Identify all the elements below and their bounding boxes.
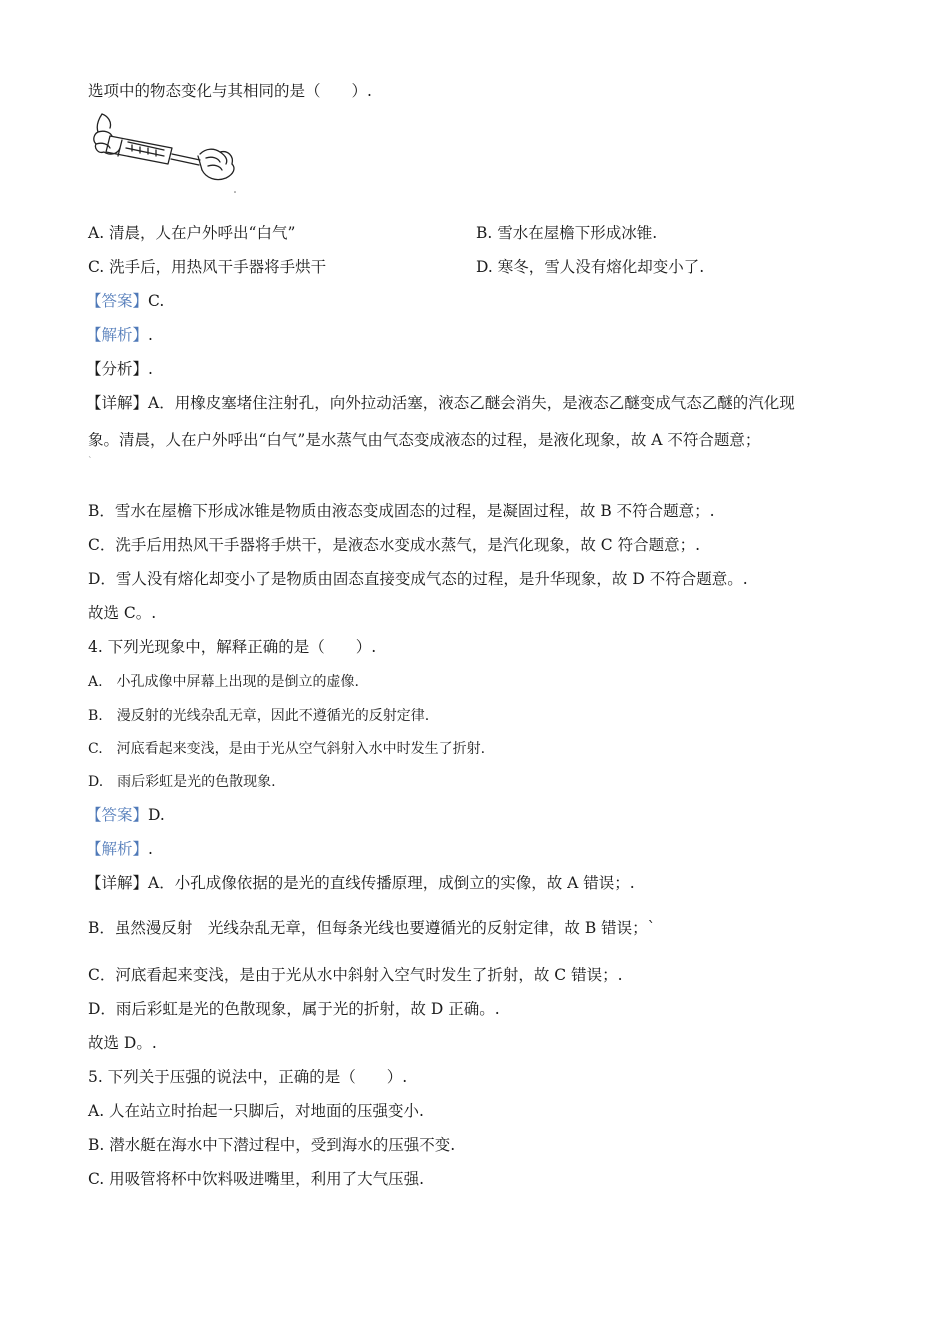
- q3-fenxi: 【分析】.: [86, 360, 153, 378]
- detail-text: A．用橡皮塞堵住注射孔，向外拉动活塞，液态乙醚会消失，是液态乙醚变成气态乙醚的汽化现: [148, 394, 795, 412]
- q3-detail-d: D．雪人没有熔化却变小了是物质由固态直接变成气态的过程，是升华现象，故 D 不符合题意。.: [88, 570, 748, 588]
- q3-option-a: A. 清晨，人在户外呼出“白气”: [88, 224, 296, 242]
- q4-option-a: A. 小孔成像中屏幕上出现的是倒立的虚像.: [88, 674, 360, 690]
- q4-analysis: [86, 839, 153, 859]
- q3-answer: [86, 291, 164, 311]
- q4-option-d: D. 雨后彩虹是光的色散现象.: [88, 774, 276, 790]
- detail-label: 【详解】: [86, 394, 149, 412]
- q3-option-c: C. 洗手后，用热风干手器将手烘干: [88, 258, 327, 276]
- q4-answer: [86, 805, 165, 825]
- q3-detail-c: C．洗手后用热风干手器将手烘干，是液态水变成水蒸气，是汽化现象，故 C 符合题意；.: [88, 536, 701, 554]
- stray-mark: `: [88, 457, 93, 467]
- q4-option-c: C. 河底看起来变浅，是由于光从空气斜射入水中时发生了折射.: [88, 741, 486, 757]
- answer-value: C.: [148, 292, 165, 310]
- detail-label: 【详解】: [86, 874, 149, 892]
- analysis-label: 【解析】: [86, 840, 149, 858]
- analysis-tail: .: [148, 840, 153, 858]
- q4-detail-d: D．雨后彩虹是光的色散现象，属于光的折射，故 D 正确。.: [88, 1000, 500, 1018]
- q3-detail-2: 象。清晨，人在户外呼出“白气”是水蒸气由气态变成液态的过程，是液化现象，故 A 不符合题意；: [88, 431, 761, 449]
- q5-option-a: A. 人在站立时抬起一只脚后，对地面的压强变小.: [88, 1102, 424, 1120]
- q4-option-b: B. 漫反射的光线杂乱无章，因此不遵循光的反射定律.: [88, 708, 430, 724]
- analysis-tail: .: [148, 326, 153, 344]
- q4-stem: 4. 下列光现象中，解释正确的是（ ）.: [88, 638, 377, 656]
- q5-option-b: B. 潜水艇在海水中下潜过程中，受到海水的压强不变.: [88, 1136, 456, 1154]
- answer-label: 【答案】: [86, 806, 149, 824]
- q3-detail-1: [86, 393, 795, 413]
- q4-detail-c: C．河底看起来变浅，是由于光从水中斜射入空气时发生了折射，故 C 错误；.: [88, 966, 623, 984]
- analysis-label: 【解析】: [86, 326, 149, 344]
- q3-detail-b: B．雪水在屋檐下形成冰锥是物质由液态变成固态的过程，是凝固过程，故 B 不符合题意；.: [88, 502, 715, 520]
- answer-value: D.: [148, 806, 165, 824]
- q3-stem-tail: 选项中的物态变化与其相同的是（ ）.: [88, 82, 372, 100]
- q4-conclusion: 故选 D。.: [88, 1034, 157, 1052]
- syringe-figure: [88, 112, 240, 194]
- q3-option-b: B. 雪水在屋檐下形成冰锥.: [476, 224, 658, 242]
- q4-detail-b: B．虽然漫反射 光线杂乱无章，但每条光线也要遵循光的反射定律，故 B 错误；`: [88, 919, 656, 937]
- q3-analysis: [86, 325, 153, 345]
- q3-conclusion: 故选 C。.: [88, 604, 157, 622]
- q5-stem: 5. 下列关于压强的说法中，正确的是（ ）.: [88, 1068, 408, 1086]
- detail-text: A．小孔成像依据的是光的直线传播原理，成倒立的实像，故 A 错误；.: [148, 874, 635, 892]
- q3-option-d: D. 寒冬，雪人没有熔化却变小了.: [476, 258, 705, 276]
- q4-detail-a: [86, 873, 635, 893]
- answer-label: 【答案】: [86, 292, 149, 310]
- q5-option-c: C. 用吸管将杯中饮料吸进嘴里，利用了大气压强.: [88, 1170, 425, 1188]
